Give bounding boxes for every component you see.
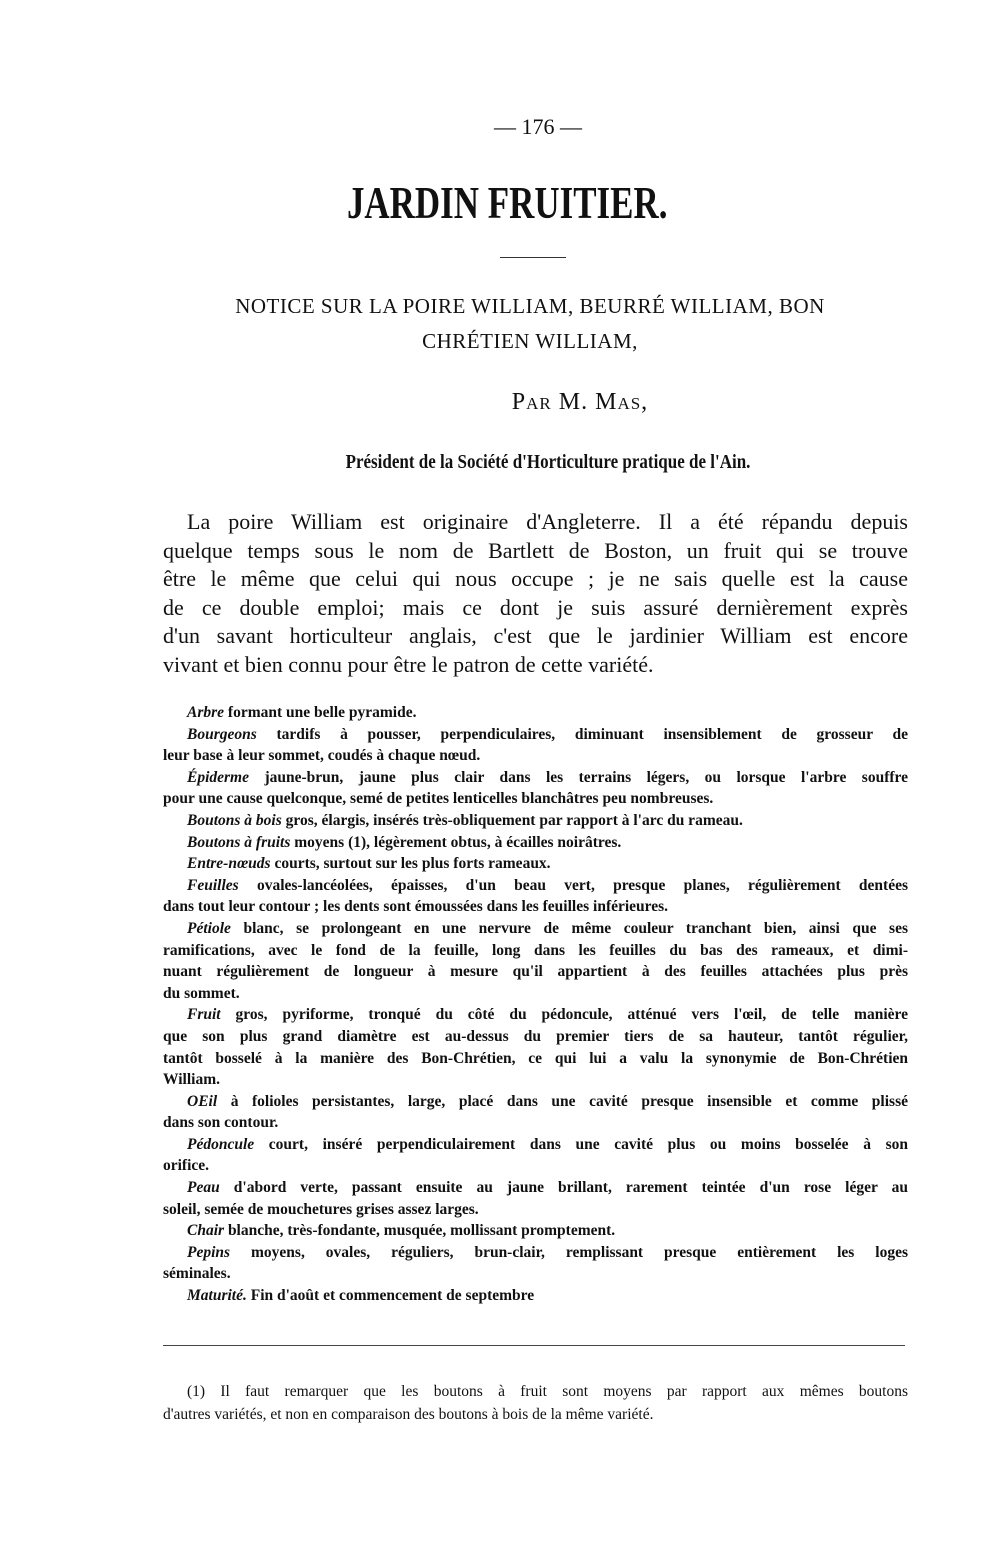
intro-line: quelque temps sous le nom de Bartlett de Boston, un fruit qui se trouve bbox=[163, 537, 908, 563]
description-text: moyens (1), légèrement obtus, à écailles noirâtres. bbox=[290, 833, 622, 851]
description-text: leur base à leur sommet, coudés à chaque nœud. bbox=[163, 747, 481, 765]
footnote-line: (1) Il faut remarquer que les boutons à fruit sont moyens par rapport aux mêmes boutons bbox=[187, 1383, 908, 1400]
description-text: soleil, semée de mouchetures grises assez larges. bbox=[163, 1200, 479, 1218]
description-term: Maturité. bbox=[187, 1287, 247, 1305]
intro-line: d'un savant horticulteur anglais, c'est que le jardinier William est encore bbox=[163, 623, 908, 649]
description-line bbox=[163, 918, 908, 940]
description-line bbox=[163, 961, 908, 983]
description-text: blanc, se prolongeant en une nervure de même couleur tranchant bien, ainsi que ses bbox=[230, 919, 908, 937]
description-text: courts, surtout sur les plus forts rameaux. bbox=[270, 855, 551, 873]
description-term: Feuilles bbox=[187, 876, 239, 894]
description-term: Bourgeons bbox=[187, 725, 257, 743]
description-line bbox=[163, 1285, 908, 1307]
description-text: orifice. bbox=[163, 1157, 210, 1175]
description-text: pour une cause quelconque, semé de petites lenticelles blanchâtres peu nombreuses. bbox=[163, 790, 714, 808]
description-text: que son plus grand diamètre est au-dessus du premier tiers de sa hauteur, tantôt régulier, bbox=[163, 1027, 908, 1045]
description-line bbox=[163, 745, 908, 767]
description-text: nuant régulièrement de longueur à mesure qu'il appartient à des feuilles attachées plus près bbox=[163, 963, 908, 981]
description-line bbox=[163, 896, 908, 918]
description-line bbox=[163, 1091, 908, 1113]
description-line bbox=[163, 1026, 908, 1048]
description-text: d'abord verte, passant ensuite au jaune brillant, rarement teintée d'un rose léger au bbox=[219, 1179, 908, 1197]
description-text: tardifs à pousser, perpendiculaires, diminuant insensiblement de grosseur de bbox=[256, 725, 908, 743]
footnote bbox=[163, 1380, 908, 1426]
description-line bbox=[163, 1242, 908, 1264]
description-text: ovales-lancéolées, épaisses, d'un beau vert, presque planes, régulièrement dentées bbox=[238, 876, 908, 894]
author-affiliation: Président de la Société d'Horticulture pratique de l'Ain. bbox=[345, 451, 751, 473]
description-term: Boutons à fruits bbox=[187, 833, 291, 851]
description-line bbox=[163, 1177, 908, 1199]
intro-paragraph bbox=[163, 508, 908, 680]
page-number: — 176 — bbox=[494, 114, 582, 139]
description-line bbox=[163, 940, 908, 962]
description-line bbox=[163, 1220, 908, 1242]
description-text: William. bbox=[163, 1071, 220, 1089]
description-text: jaune-brun, jaune plus clair dans les terrains légers, ou lorsque l'arbre souffre bbox=[249, 768, 908, 786]
description-text: blanche, très-fondante, musquée, mollissant promptement. bbox=[224, 1222, 616, 1240]
description-text: tantôt bosselé à la manière des Bon-Chrétien, ce qui lui a valu la synonymie de Bon-Chrétien bbox=[163, 1049, 908, 1067]
variety-description bbox=[163, 702, 908, 1307]
description-term: Fruit bbox=[187, 1006, 221, 1024]
description-term: Boutons à bois bbox=[187, 811, 282, 829]
footnote-line: d'autres variétés, et non en comparaison des boutons à bois de la même variété. bbox=[163, 1406, 654, 1423]
author-byline bbox=[80, 389, 1000, 416]
description-line bbox=[163, 767, 908, 789]
description-term: Entre-nœuds bbox=[187, 855, 271, 873]
description-line bbox=[163, 724, 908, 746]
section-title: JARDIN FRUITIER. bbox=[346, 177, 668, 228]
description-text: court, inséré perpendiculairement dans une cavité plus ou moins bosselée à son bbox=[254, 1135, 908, 1153]
description-line bbox=[163, 983, 908, 1005]
description-text: Fin d'août et commencement de septembre bbox=[246, 1287, 535, 1305]
intro-line: de ce double emploi; mais ce dont je suis assuré dernièrement exprès bbox=[163, 594, 908, 620]
description-term: Pétiole bbox=[187, 919, 231, 937]
description-term: Arbre bbox=[187, 704, 225, 721]
intro-line: La poire William est originaire d'Angleterre. Il a été répandu depuis bbox=[187, 509, 908, 534]
title-divider bbox=[500, 257, 566, 258]
description-line bbox=[163, 1199, 908, 1221]
description-line bbox=[163, 1004, 908, 1026]
notice-heading-line-1: NOTICE SUR LA POIRE WILLIAM, BEURRÉ WILLIAM, BON bbox=[235, 294, 825, 318]
description-line bbox=[163, 702, 908, 724]
description-line bbox=[163, 853, 908, 875]
description-term: Épiderme bbox=[187, 768, 249, 786]
description-text: séminales. bbox=[163, 1265, 231, 1283]
description-line bbox=[163, 1048, 908, 1070]
description-line bbox=[163, 1134, 908, 1156]
description-line bbox=[163, 1155, 908, 1177]
description-text: dans son contour. bbox=[163, 1114, 279, 1132]
description-text: formant une belle pyramide. bbox=[224, 704, 417, 721]
description-text: dans tout leur contour ; les dents sont émoussées dans les feuilles inférieures. bbox=[163, 898, 669, 916]
author-prefix: Par bbox=[511, 389, 552, 415]
description-term: Peau bbox=[187, 1179, 220, 1197]
description-line bbox=[163, 832, 908, 854]
description-text: moyens, ovales, réguliers, brun-clair, remplissant presque entièrement les loges bbox=[230, 1243, 908, 1261]
footnote-divider bbox=[163, 1345, 905, 1346]
description-line bbox=[163, 1112, 908, 1134]
description-text: à folioles persistantes, large, placé dans une cavité presque insensible et comme plissé bbox=[217, 1092, 908, 1110]
description-term: Chair bbox=[187, 1222, 225, 1240]
description-line bbox=[163, 1263, 908, 1285]
description-term: Pepins bbox=[187, 1243, 231, 1261]
intro-line: être le même que celui qui nous occupe ; je ne sais quelle est la cause bbox=[163, 566, 908, 592]
description-line bbox=[163, 810, 908, 832]
description-text: du sommet. bbox=[163, 984, 240, 1002]
description-line bbox=[163, 1069, 908, 1091]
description-text: gros, pyriforme, tronqué du côté du pédoncule, atténué vers l'œil, de telle manière bbox=[220, 1006, 908, 1024]
notice-heading-line-2: CHRÉTIEN WILLIAM, bbox=[422, 329, 638, 353]
description-text: ramifications, avec le fond de la feuille, long dans les feuilles du bas des rameaux, et dimi- bbox=[163, 941, 908, 959]
description-term: OEil bbox=[187, 1092, 218, 1110]
description-term: Pédoncule bbox=[187, 1135, 255, 1153]
description-line bbox=[163, 788, 908, 810]
description-text: gros, élargis, insérés très-obliquement par rapport à l'arc du rameau. bbox=[281, 811, 743, 829]
description-line bbox=[163, 875, 908, 897]
author-name: M. Mas, bbox=[558, 389, 649, 415]
intro-line: vivant et bien connu pour être le patron de cette variété. bbox=[163, 651, 654, 677]
